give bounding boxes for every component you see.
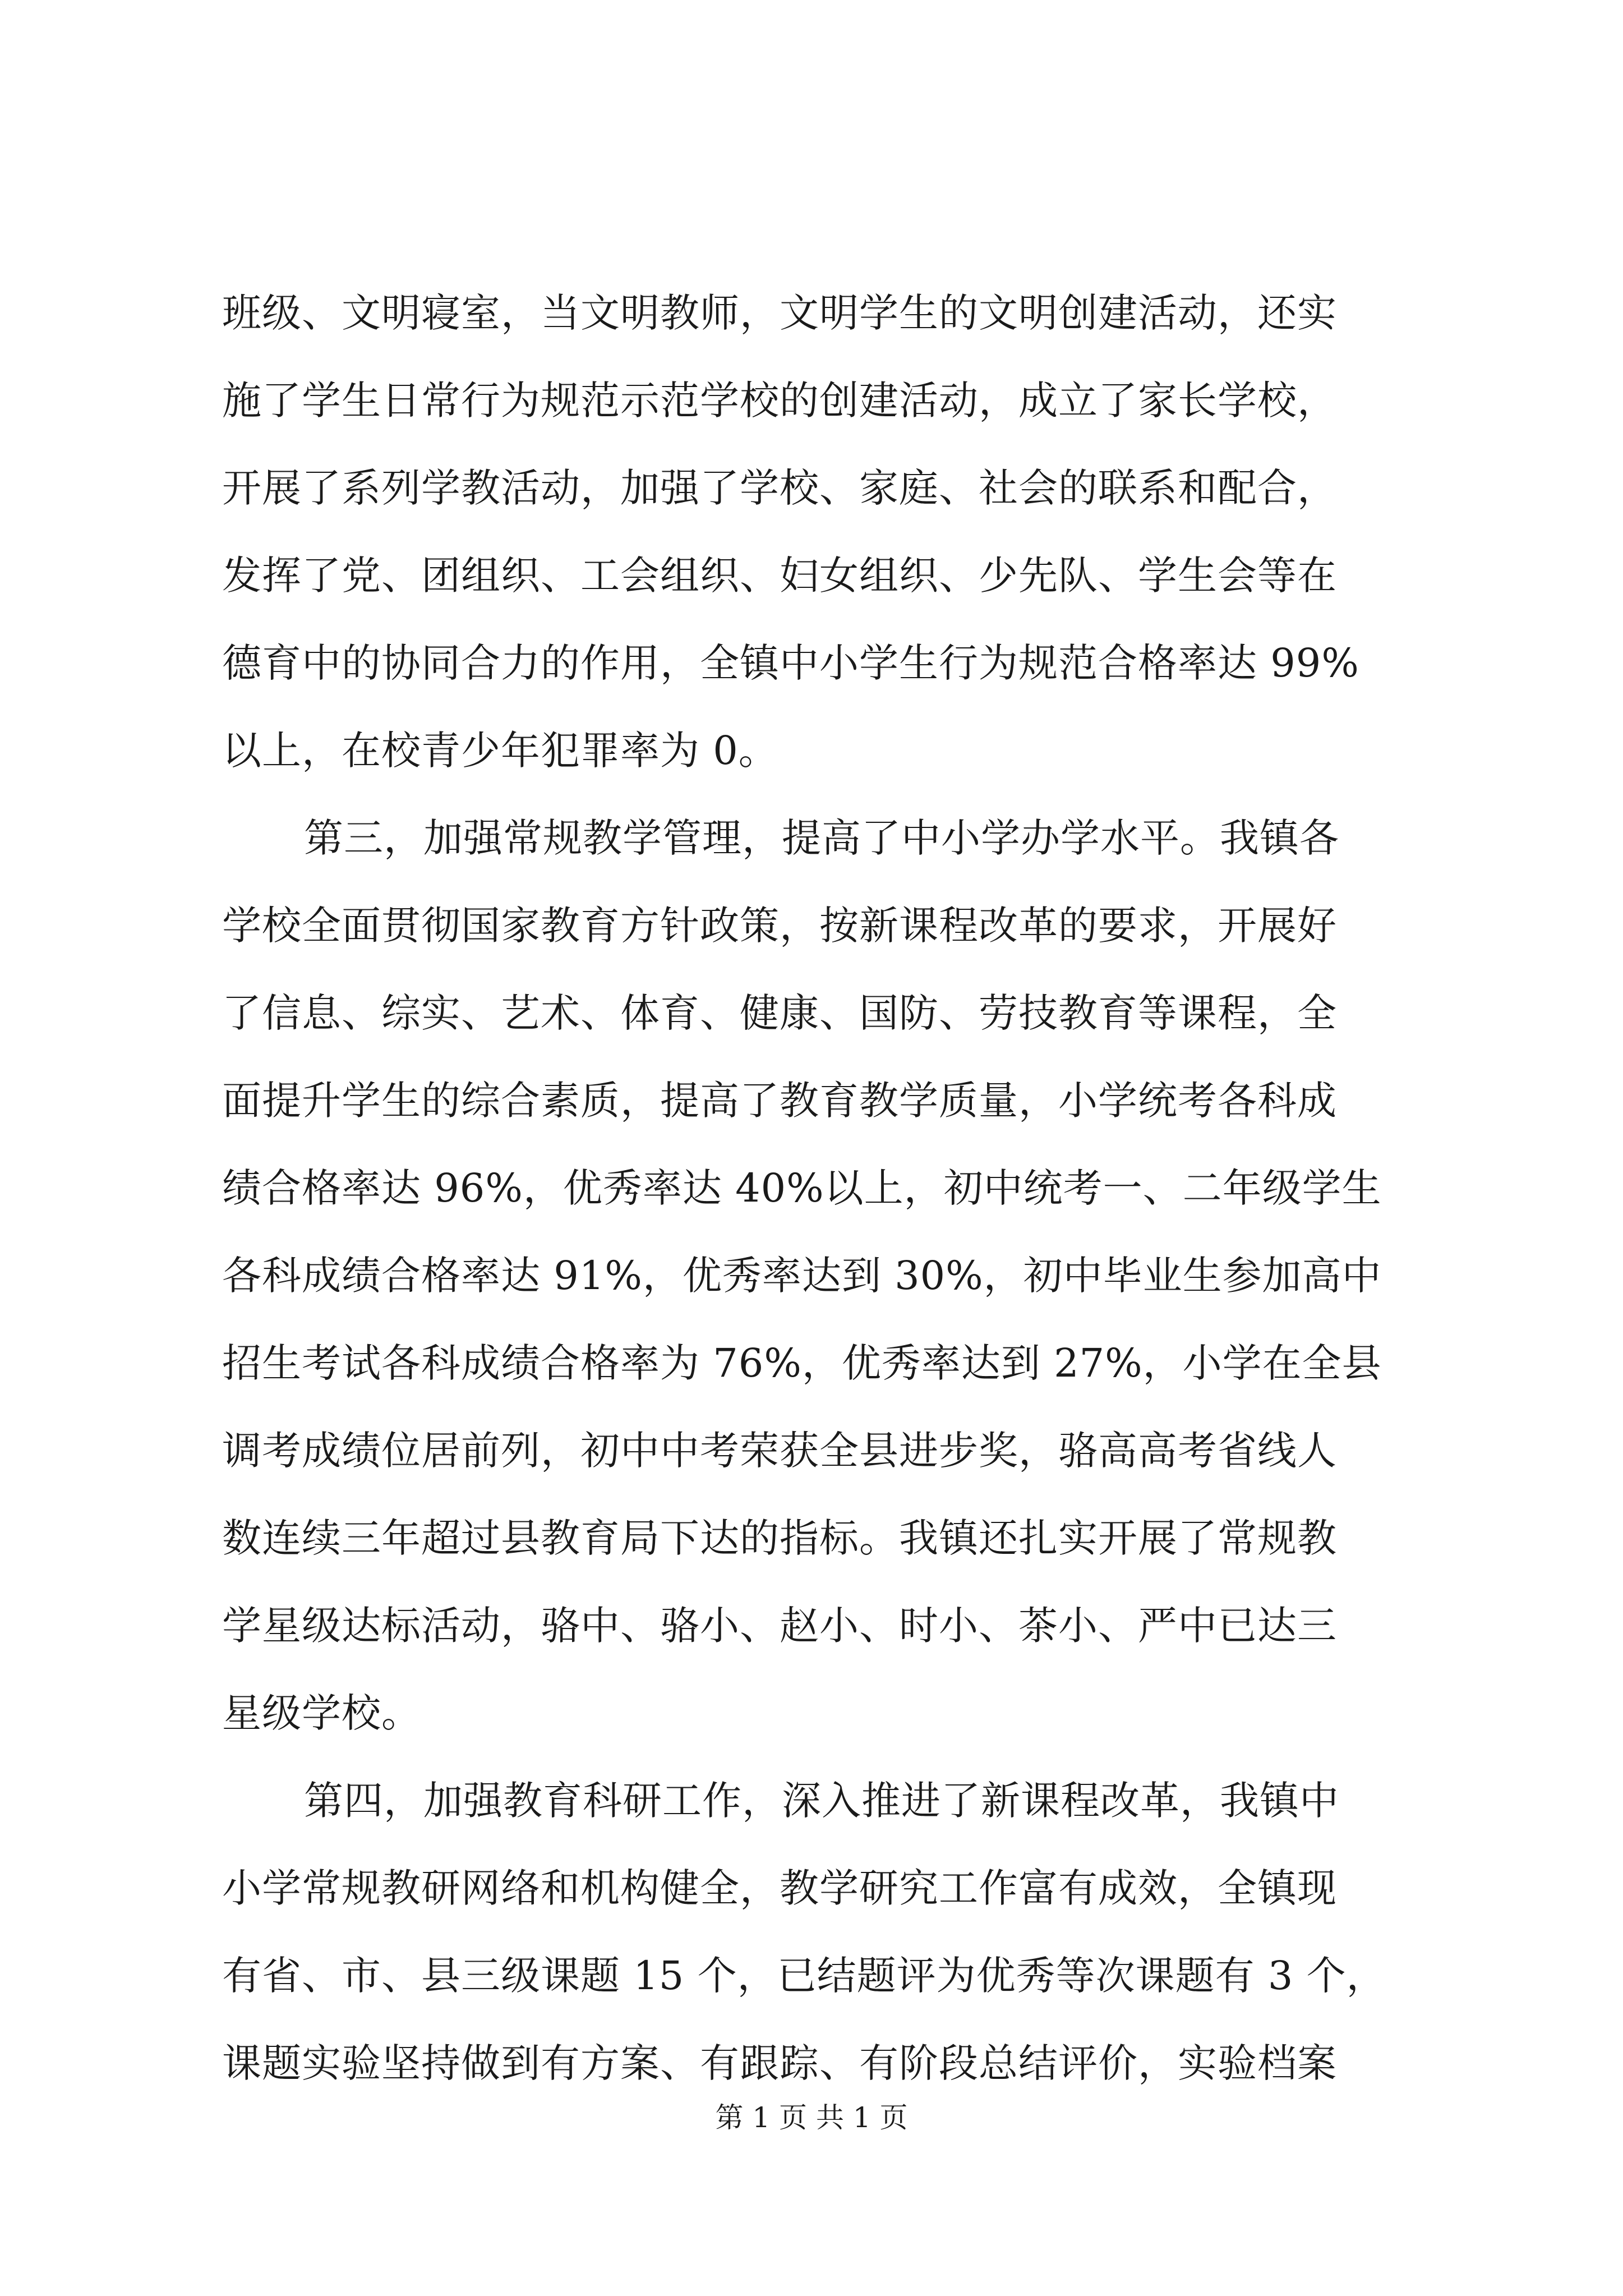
paragraph-start-line: 第四，加强教育科研工作，深入推进了新课程改革，我镇中	[304, 1778, 1339, 1824]
text-line: 星级学校。	[222, 1690, 421, 1736]
text-line: 发挥了党、团组织、工会组织、妇女组织、少先队、学生会等在	[222, 553, 1337, 599]
text-line: 各科成绩合格率达 91%，优秀率达到 30%，初中毕业生参加高中	[222, 1253, 1382, 1299]
text-line: 德育中的协同合力的作用，全镇中小学生行为规范合格率达 99%	[222, 640, 1359, 686]
paragraph-start-line: 第三，加强常规教学管理，提高了中小学办学水平。我镇各	[304, 815, 1339, 861]
text-line: 有省、市、县三级课题 15 个，已结题评为优秀等次课题有 3 个，	[222, 1953, 1386, 1999]
text-line: 调考成绩位居前列，初中中考荣获全县进步奖，骆高高考省线人	[222, 1428, 1337, 1474]
text-line: 开展了系列学教活动，加强了学校、家庭、社会的联系和配合，	[222, 465, 1337, 511]
text-line: 数连续三年超过县教育局下达的指标。我镇还扎实开展了常规教	[222, 1515, 1337, 1561]
text-line: 施了学生日常行为规范示范学校的创建活动，成立了家长学校，	[222, 378, 1337, 424]
text-line: 学校全面贯彻国家教育方针政策，按新课程改革的要求，开展好	[222, 903, 1337, 949]
text-line: 课题实验坚持做到有方案、有跟踪、有阶段总结评价，实验档案	[222, 2040, 1337, 2086]
text-line: 以上，在校青少年犯罪率为 0。	[222, 728, 778, 774]
text-line: 面提升学生的综合素质，提高了教育教学质量，小学统考各科成	[222, 1078, 1337, 1124]
text-line: 班级、文明寝室，当文明教师，文明学生的文明创建活动，还实	[222, 290, 1337, 336]
text-line: 了信息、综实、艺术、体育、健康、国防、劳技教育等课程，全	[222, 990, 1337, 1036]
body-text	[222, 269, 1400, 2107]
text-line: 招生考试各科成绩合格率为 76%，优秀率达到 27%，小学在全县	[222, 1340, 1382, 1386]
text-line: 绩合格率达 96%，优秀率达 40%以上，初中统考一、二年级学生	[222, 1165, 1382, 1211]
text-line: 学星级达标活动，骆中、骆小、赵小、时小、茶小、严中已达三	[222, 1603, 1337, 1649]
page-footer: 第 1 页 共 1 页	[715, 2101, 908, 2134]
text-line: 小学常规教研网络和机构健全，教学研究工作富有成效，全镇现	[222, 1865, 1337, 1911]
